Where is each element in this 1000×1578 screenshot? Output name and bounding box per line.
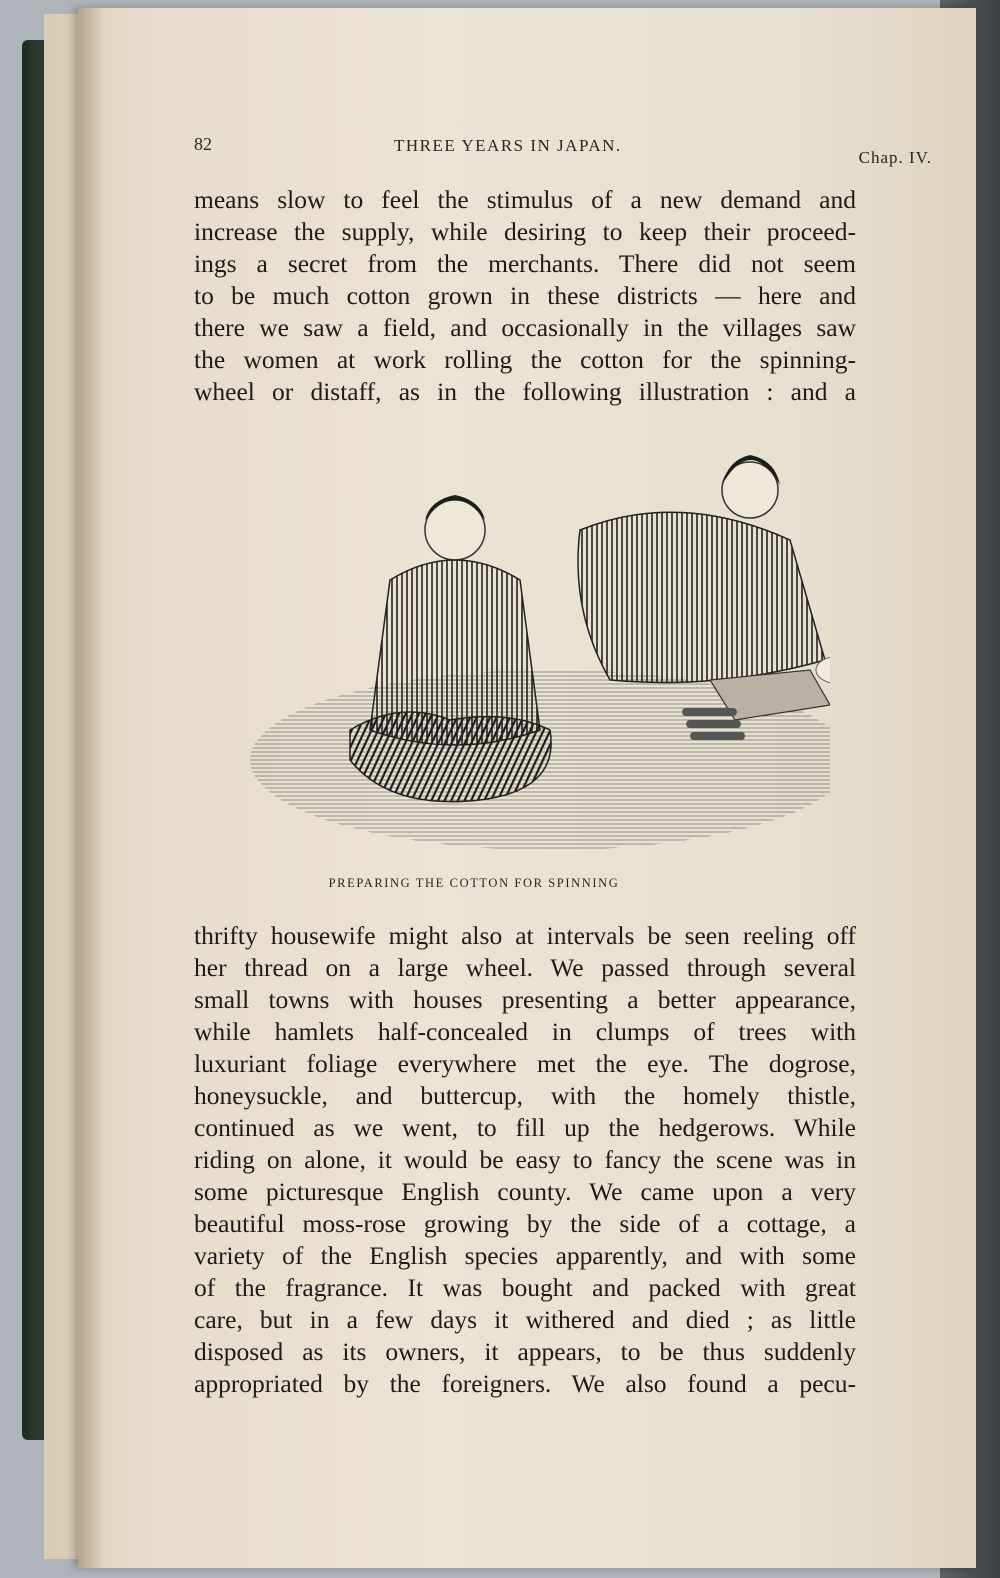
text-line: some picturesque English county. We came upon a very: [194, 1177, 856, 1206]
text-line: there we saw a field, and occasionally in the villages saw: [194, 313, 856, 342]
cotton-rolls: [682, 708, 745, 740]
text-line: while hamlets half-concealed in clumps of trees with: [194, 1017, 856, 1046]
running-title: THREE YEARS IN JAPAN.: [394, 136, 622, 155]
kneeling-woman-figure: [578, 455, 825, 683]
text-line: beautiful moss-rose growing by the side of a cottage, a: [194, 1209, 856, 1238]
gutter-shadow: [78, 8, 104, 1568]
text-line: her thread on a large wheel. We passed through several: [194, 953, 856, 982]
text-line: disposed as its owners, it appears, to be thus suddenly: [194, 1337, 856, 1366]
bottom-paragraph: [194, 920, 856, 1400]
text-line: luxuriant foliage everywhere met the eye. The dogrose,: [194, 1049, 856, 1078]
chapter-label: Chap. IV.: [858, 148, 932, 167]
text-line: means slow to feel the stimulus of a new demand and: [194, 185, 856, 214]
text-line: the women at work rolling the cotton for the spinning-: [194, 345, 856, 374]
illustration-caption: PREPARING THE COTTON FOR SPINNING: [328, 876, 620, 890]
text-line: of the fragrance. It was bought and packed with great: [194, 1273, 856, 1302]
text-line: small towns with houses presenting a better appearance,: [194, 985, 856, 1014]
text-line: increase the supply, while desiring to keep their proceed-: [194, 217, 856, 246]
engraving-illustration: [250, 430, 830, 850]
text-line: appropriated by the foreigners. We also found a pecu-: [194, 1369, 856, 1398]
seated-woman-figure: [350, 495, 551, 802]
page-header: [194, 128, 932, 168]
text-line: ings a secret from the merchants. There did not seem: [194, 249, 856, 278]
page-number: 82: [194, 134, 212, 154]
text-line: thrifty housewife might also at intervals be seen reeling off: [194, 921, 856, 950]
top-paragraph: [194, 184, 856, 408]
text-line: variety of the English species apparently, and with some: [194, 1241, 856, 1270]
text-line: riding on alone, it would be easy to fancy the scene was in: [194, 1145, 856, 1174]
text-line: wheel or distaff, as in the following illustration : and a: [194, 377, 856, 406]
text-line: to be much cotton grown in these districts — here and: [194, 281, 856, 310]
text-line: honeysuckle, and buttercup, with the homely thistle,: [194, 1081, 856, 1110]
text-line: care, but in a few days it withered and died ; as little: [194, 1305, 856, 1334]
text-line: continued as we went, to fill up the hedgerows. While: [194, 1113, 856, 1142]
